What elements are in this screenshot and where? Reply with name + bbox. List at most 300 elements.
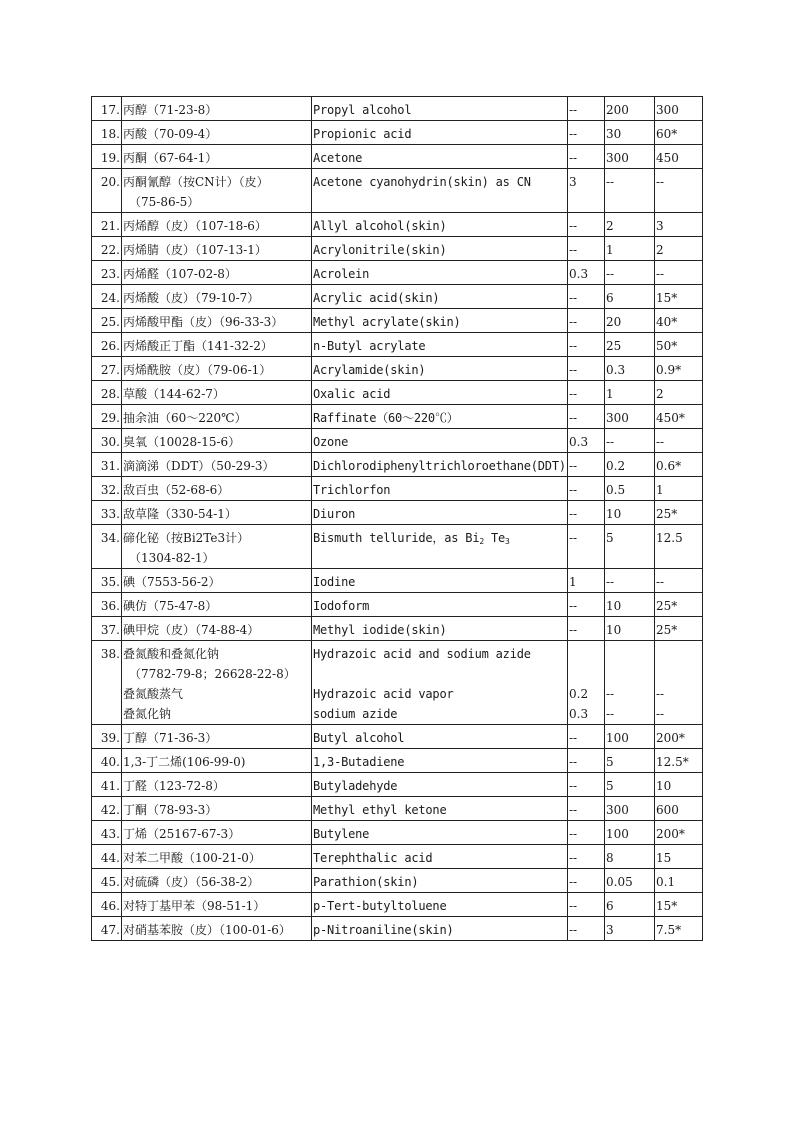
- english-name: [312, 617, 568, 641]
- pc-stel-value: [655, 917, 703, 941]
- row-number: 27.: [92, 357, 122, 381]
- chinese-name-line: 抽余油（60～220℃）: [123, 411, 247, 425]
- english-name: [312, 593, 568, 617]
- mac-value-line: --: [569, 851, 578, 865]
- chinese-name-line: 敌百虫（52-68-6）: [123, 483, 230, 497]
- mac-value-line: [569, 664, 603, 684]
- chinese-name: [122, 525, 312, 569]
- chinese-name: [122, 749, 312, 773]
- english-name-line: Dichlorodiphenyltrichloroethane(DDT): [313, 459, 566, 473]
- pc-stel-value-line: 25*: [656, 507, 678, 521]
- pc-twa-value: [605, 749, 655, 773]
- chinese-name: [122, 641, 312, 725]
- mac-value: [568, 169, 605, 213]
- mac-value: [568, 501, 605, 525]
- pc-twa-value-line: 100: [606, 827, 629, 841]
- row-number: 18.: [92, 121, 122, 145]
- table-row: [92, 357, 703, 381]
- mac-value: [568, 773, 605, 797]
- pc-stel-value: [655, 405, 703, 429]
- mac-value: [568, 381, 605, 405]
- chinese-name-line: 对苯二甲酸（100-21-0）: [123, 851, 261, 865]
- english-name-line: Iodine: [313, 575, 356, 589]
- pc-twa-value-line: [606, 644, 653, 664]
- pc-stel-value: [655, 869, 703, 893]
- table-row: [92, 569, 703, 593]
- pc-stel-value-line: 450*: [656, 411, 685, 425]
- mac-value: [568, 237, 605, 261]
- pc-twa-value: [605, 145, 655, 169]
- pc-stel-value-line: [656, 664, 701, 684]
- row-number: 32.: [92, 477, 122, 501]
- chinese-name: [122, 213, 312, 237]
- english-name: [312, 357, 568, 381]
- pc-twa-value-line: 300: [606, 411, 629, 425]
- chinese-name: [122, 333, 312, 357]
- pc-stel-value: [655, 773, 703, 797]
- mac-value-line: --: [569, 755, 578, 769]
- mac-value-line: --: [569, 151, 578, 165]
- chinese-name: [122, 501, 312, 525]
- english-name-line: [313, 664, 566, 684]
- chinese-name: [122, 285, 312, 309]
- row-number: 47.: [92, 917, 122, 941]
- chinese-name-line: 丙醇（71-23-8）: [123, 103, 218, 117]
- pc-twa-value: [605, 725, 655, 749]
- pc-stel-value: [655, 593, 703, 617]
- pc-stel-value: [655, 501, 703, 525]
- table-row: [92, 261, 703, 285]
- pc-twa-value: [605, 845, 655, 869]
- row-number: 34.: [92, 525, 122, 569]
- mac-value: [568, 593, 605, 617]
- pc-stel-value: [655, 429, 703, 453]
- chinese-name: [122, 569, 312, 593]
- mac-value-line: --: [569, 483, 578, 497]
- pc-stel-value-line: 15: [656, 851, 672, 865]
- chinese-name: [122, 725, 312, 749]
- english-name-line: n-Butyl acrylate: [313, 339, 426, 353]
- row-number: 46.: [92, 893, 122, 917]
- english-name: [312, 261, 568, 285]
- pc-stel-value: [655, 617, 703, 641]
- table-row: [92, 213, 703, 237]
- english-name-line: Methyl iodide(skin): [313, 623, 447, 637]
- pc-stel-value-line: 2: [656, 387, 664, 401]
- pc-stel-value: [655, 357, 703, 381]
- mac-value-line: 1: [569, 575, 577, 589]
- pc-twa-value-line: 5: [606, 779, 614, 793]
- pc-stel-value-line: 600: [656, 803, 679, 817]
- chinese-name-line: 叠氮酸蒸气: [123, 687, 184, 701]
- pc-twa-value-line: 300: [606, 151, 629, 165]
- chinese-name-line: 丙烯酸甲酯（皮）（96-33-3）: [123, 315, 284, 329]
- mac-value-line: --: [569, 531, 578, 545]
- english-name-line: Acetone: [313, 151, 363, 165]
- table-row: [92, 725, 703, 749]
- english-name-line: Hydrazoic acid vapor: [313, 687, 454, 701]
- mac-value: [568, 869, 605, 893]
- pc-twa-value: [605, 477, 655, 501]
- english-name-line: Allyl alcohol(skin): [313, 219, 447, 233]
- english-name-line: Acrolein: [313, 267, 370, 281]
- english-name-line: p-Tert-butyltoluene: [313, 899, 447, 913]
- pc-twa-value: [605, 213, 655, 237]
- pc-twa-value-line: 8: [606, 851, 614, 865]
- table-row: [92, 309, 703, 333]
- mac-value: [568, 333, 605, 357]
- mac-value: [568, 617, 605, 641]
- english-name-line: Raffinate（60～220℃）: [313, 411, 459, 425]
- row-number: 42.: [92, 797, 122, 821]
- pc-twa-value-line: 30: [606, 127, 622, 141]
- chinese-name-line: 丁酮（78-93-3）: [123, 803, 218, 817]
- chinese-name: [122, 869, 312, 893]
- pc-twa-value: [605, 429, 655, 453]
- pc-stel-value: [655, 569, 703, 593]
- english-name-line: Butyl alcohol: [313, 731, 405, 745]
- english-name-line: Propionic acid: [313, 127, 412, 141]
- mac-value-line: --: [569, 731, 578, 745]
- chinese-name: [122, 845, 312, 869]
- pc-twa-value: [605, 309, 655, 333]
- chinese-name: [122, 893, 312, 917]
- table-row: [92, 477, 703, 501]
- chinese-name-line: 敌草隆（330-54-1）: [123, 507, 237, 521]
- row-number: 39.: [92, 725, 122, 749]
- pc-twa-value: [605, 917, 655, 941]
- mac-value-line: --: [569, 779, 578, 793]
- pc-twa-value: [605, 357, 655, 381]
- pc-twa-value-line: 5: [606, 531, 614, 545]
- mac-value: [568, 749, 605, 773]
- pc-stel-value: [655, 893, 703, 917]
- mac-value-line: --: [569, 827, 578, 841]
- pc-twa-value: [605, 333, 655, 357]
- mac-value-line: --: [569, 875, 578, 889]
- pc-stel-value-line: 10: [656, 779, 672, 793]
- english-name-line: 1,3-Butadiene: [313, 755, 405, 769]
- english-name: [312, 453, 568, 477]
- mac-value: [568, 821, 605, 845]
- mac-value-line: --: [569, 339, 578, 353]
- table-row: [92, 593, 703, 617]
- mac-value: [568, 797, 605, 821]
- table-row: [92, 121, 703, 145]
- mac-value: [568, 453, 605, 477]
- pc-twa-value: [605, 405, 655, 429]
- english-name: [312, 121, 568, 145]
- english-name-line: Acrylamide(skin): [313, 363, 426, 377]
- chinese-name-line: 丁烯（25167-67-3）: [123, 827, 241, 841]
- chinese-name: [122, 261, 312, 285]
- row-number: 25.: [92, 309, 122, 333]
- pc-twa-value-line: 0.5: [606, 483, 626, 497]
- chemical-limits-table: [91, 96, 703, 941]
- row-number: 21.: [92, 213, 122, 237]
- mac-value-line: --: [569, 923, 578, 937]
- pc-stel-value: [655, 333, 703, 357]
- english-name: [312, 773, 568, 797]
- pc-twa-value-line: --: [606, 175, 615, 189]
- pc-stel-value: [655, 145, 703, 169]
- pc-twa-value-line: 300: [606, 803, 629, 817]
- pc-stel-value: [655, 725, 703, 749]
- pc-twa-value-line: 6: [606, 291, 614, 305]
- chinese-name-line: 叠氮化钠: [123, 707, 172, 721]
- pc-stel-value-line: --: [656, 435, 665, 449]
- table-row: [92, 501, 703, 525]
- english-name-line: p-Nitroaniline(skin): [313, 923, 454, 937]
- chinese-name-line: 丙烯酰胺（皮）（79-06-1）: [123, 363, 272, 377]
- mac-value-line: --: [569, 599, 578, 613]
- pc-stel-value: [655, 453, 703, 477]
- english-name: [312, 893, 568, 917]
- chinese-name: [122, 773, 312, 797]
- mac-value: [568, 641, 605, 725]
- mac-value-line: --: [569, 291, 578, 305]
- pc-stel-value: [655, 749, 703, 773]
- english-name: [312, 797, 568, 821]
- chinese-name-line: 1,3-丁二烯(106-99-0): [123, 755, 246, 769]
- english-name: [312, 169, 568, 213]
- chinese-name: [122, 381, 312, 405]
- pc-twa-value: [605, 569, 655, 593]
- chinese-name-line: 丙烯腈（皮）（107-13-1）: [123, 243, 267, 257]
- formula-line: [313, 528, 566, 552]
- chinese-name-line: 丙烯醛（107-02-8）: [123, 267, 237, 281]
- mac-value: [568, 285, 605, 309]
- table-row: [92, 617, 703, 641]
- english-name: [312, 569, 568, 593]
- english-name-line: Butyladehyde: [313, 779, 398, 793]
- pc-twa-value: [605, 617, 655, 641]
- chinese-name: [122, 477, 312, 501]
- table-row: [92, 169, 703, 213]
- pc-stel-value-line: 7.5*: [656, 923, 682, 937]
- pc-twa-value: [605, 641, 655, 725]
- subscript-bi: 2: [479, 537, 484, 546]
- pc-stel-value-line: 200*: [656, 731, 685, 745]
- mac-value: [568, 261, 605, 285]
- chinese-name-line: 丙酮（67-64-1）: [123, 151, 218, 165]
- chinese-name: [122, 97, 312, 121]
- pc-twa-value: [605, 501, 655, 525]
- row-number: 43.: [92, 821, 122, 845]
- mac-value: [568, 405, 605, 429]
- chinese-name-line: 对硝基苯胺（皮）（100-01-6）: [123, 923, 291, 937]
- mac-value: [568, 97, 605, 121]
- chinese-name-line: 碲化铋（按Bi2Te3计）: [123, 531, 250, 545]
- chinese-name-line: 丁醛（123-72-8）: [123, 779, 225, 793]
- mac-value: [568, 429, 605, 453]
- pc-twa-value-line: --: [606, 267, 615, 281]
- row-number: 37.: [92, 617, 122, 641]
- pc-stel-value-line: 300: [656, 103, 679, 117]
- pc-stel-value-line: 0.1: [656, 875, 676, 889]
- pc-stel-value-line: --: [656, 707, 665, 721]
- pc-twa-value-line: --: [606, 707, 615, 721]
- pc-twa-value: [605, 285, 655, 309]
- english-name: [312, 821, 568, 845]
- pc-stel-value: [655, 97, 703, 121]
- pc-twa-value-line: 100: [606, 731, 629, 745]
- row-number: 44.: [92, 845, 122, 869]
- pc-stel-value: [655, 381, 703, 405]
- mac-value-line: --: [569, 899, 578, 913]
- pc-twa-value: [605, 169, 655, 213]
- pc-twa-value-line: 25: [606, 339, 622, 353]
- row-number: 40.: [92, 749, 122, 773]
- pc-twa-value-line: 0.3: [606, 363, 626, 377]
- row-number: 23.: [92, 261, 122, 285]
- pc-twa-value-line: 1: [606, 243, 614, 257]
- table-row: [92, 381, 703, 405]
- chinese-name-line: 碘（7553-56-2）: [123, 575, 221, 589]
- english-name-line: Acrylic acid(skin): [313, 291, 440, 305]
- chinese-name: [122, 169, 312, 213]
- english-name: [312, 501, 568, 525]
- row-number: 33.: [92, 501, 122, 525]
- pc-twa-value: [605, 97, 655, 121]
- english-name: [312, 725, 568, 749]
- english-name: [312, 845, 568, 869]
- pc-twa-value: [605, 453, 655, 477]
- chinese-name: [122, 429, 312, 453]
- chinese-name-line: （1304-82-1）: [129, 551, 215, 565]
- row-number: 22.: [92, 237, 122, 261]
- pc-stel-value-line: 0.6*: [656, 459, 682, 473]
- pc-twa-value-line: 6: [606, 899, 614, 913]
- table-row: [92, 333, 703, 357]
- table-row: [92, 453, 703, 477]
- chinese-name-line: （75-86-5）: [129, 195, 200, 209]
- table-row: [92, 845, 703, 869]
- row-number: 31.: [92, 453, 122, 477]
- mac-value: [568, 569, 605, 593]
- mac-value: [568, 309, 605, 333]
- chinese-name: [122, 405, 312, 429]
- pc-stel-value-line: 12.5: [656, 531, 683, 545]
- english-name-line: Acrylonitrile(skin): [313, 243, 447, 257]
- mac-value-line: --: [569, 315, 578, 329]
- chinese-name-line: 丙酸（70-09-4）: [123, 127, 218, 141]
- pc-twa-value: [605, 381, 655, 405]
- mac-value-line: --: [569, 803, 578, 817]
- pc-stel-value: [655, 525, 703, 569]
- english-name-line: Methyl ethyl ketone: [313, 803, 447, 817]
- english-name-line: Diuron: [313, 507, 356, 521]
- row-number: 30.: [92, 429, 122, 453]
- mac-value: [568, 145, 605, 169]
- chinese-name: [122, 917, 312, 941]
- mac-value-line: 0.3: [569, 707, 589, 721]
- english-name: [312, 213, 568, 237]
- english-name: [312, 917, 568, 941]
- english-name-line: Bismuth telluride，as Bi: [313, 531, 480, 545]
- mac-value: [568, 121, 605, 145]
- chinese-name: [122, 821, 312, 845]
- pc-twa-value-line: [606, 664, 653, 684]
- chinese-name: [122, 617, 312, 641]
- pc-stel-value: [655, 641, 703, 725]
- pc-twa-value-line: 0.2: [606, 459, 626, 473]
- table-row: [92, 145, 703, 169]
- pc-stel-value-line: 200*: [656, 827, 685, 841]
- english-name-line: Propyl alcohol: [313, 103, 412, 117]
- pc-twa-value-line: 5: [606, 755, 614, 769]
- chinese-name-line: 草酸（144-62-7）: [123, 387, 225, 401]
- pc-stel-value-line: --: [656, 575, 665, 589]
- mac-value: [568, 725, 605, 749]
- chinese-name-line: 对特丁基甲苯（98-51-1）: [123, 899, 266, 913]
- pc-stel-value-line: 12.5*: [656, 755, 689, 769]
- pc-twa-value: [605, 893, 655, 917]
- chinese-name: [122, 309, 312, 333]
- pc-stel-value-line: 450: [656, 151, 679, 165]
- pc-stel-value-line: --: [656, 175, 665, 189]
- pc-stel-value-line: 25*: [656, 599, 678, 613]
- chinese-name-line: 碘仿（75-47-8）: [123, 599, 218, 613]
- row-number: 41.: [92, 773, 122, 797]
- chinese-name: [122, 797, 312, 821]
- english-name: [312, 429, 568, 453]
- pc-stel-value-line: 40*: [656, 315, 678, 329]
- table-row: [92, 773, 703, 797]
- pc-stel-value: [655, 477, 703, 501]
- pc-stel-value-line: 0.9*: [656, 363, 682, 377]
- row-number: 26.: [92, 333, 122, 357]
- pc-stel-value-line: 50*: [656, 339, 678, 353]
- english-name: [312, 381, 568, 405]
- row-number: 19.: [92, 145, 122, 169]
- mac-value-line: 0.3: [569, 267, 589, 281]
- pc-twa-value: [605, 869, 655, 893]
- row-number: 36.: [92, 593, 122, 617]
- pc-twa-value-line: 1: [606, 387, 614, 401]
- mac-value-line: 3: [569, 175, 577, 189]
- pc-stel-value-line: 2: [656, 243, 664, 257]
- table-body: [92, 97, 703, 941]
- pc-twa-value: [605, 261, 655, 285]
- english-name: [312, 309, 568, 333]
- chinese-name-line: 对硫磷（皮）（56-38-2）: [123, 875, 260, 889]
- pc-stel-value: [655, 213, 703, 237]
- pc-stel-value-line: --: [656, 267, 665, 281]
- english-name: [312, 237, 568, 261]
- chinese-name: [122, 237, 312, 261]
- pc-twa-value-line: 2: [606, 219, 614, 233]
- pc-stel-value-line: --: [656, 687, 665, 701]
- mac-value: [568, 213, 605, 237]
- pc-stel-value: [655, 237, 703, 261]
- chinese-name-line: 叠氮酸和叠氮化钠: [123, 647, 220, 661]
- pc-stel-value: [655, 821, 703, 845]
- mac-value-line: 0.3: [569, 435, 589, 449]
- subscript-te: 3: [505, 537, 510, 546]
- row-number: 24.: [92, 285, 122, 309]
- table-row: [92, 237, 703, 261]
- table-row: [92, 405, 703, 429]
- table-row: [92, 525, 703, 569]
- english-name-line: Oxalic acid: [313, 387, 391, 401]
- english-name: [312, 145, 568, 169]
- mac-value-line: --: [569, 411, 578, 425]
- pc-stel-value: [655, 797, 703, 821]
- pc-twa-value: [605, 121, 655, 145]
- row-number: 20.: [92, 169, 122, 213]
- english-name: [312, 333, 568, 357]
